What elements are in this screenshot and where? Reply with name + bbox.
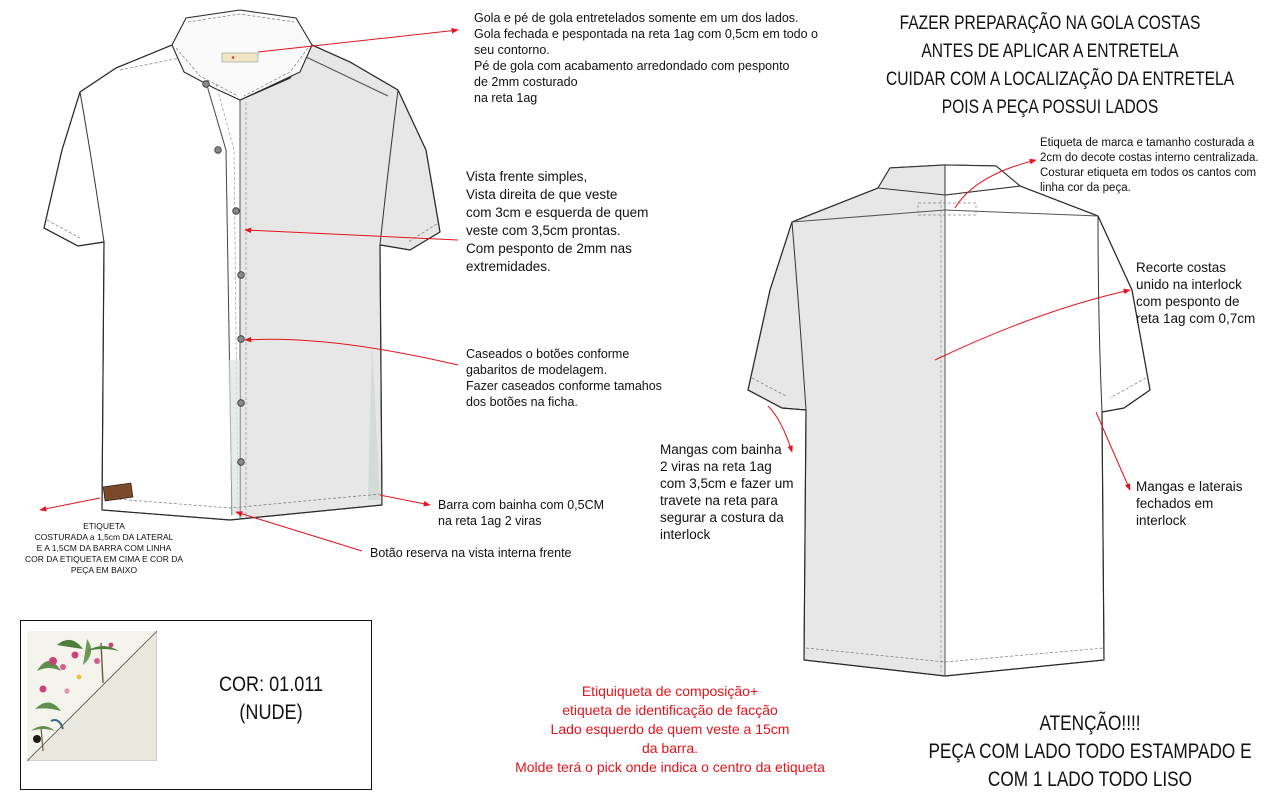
note-spare-button: Botão reserva na vista interna frente	[370, 546, 572, 560]
note-back-seam: Recorte costas unido na interlock com pesponto de reta 1ag com 0,7cm	[1136, 260, 1256, 326]
back-shirt	[748, 165, 1150, 676]
note-sides: Mangas e laterais fechados em interlock	[1136, 479, 1243, 528]
note-buttonholes: Caseados o botões conforme gabaritos de modelagem. Fazer caseados conforme tamahos dos botões na ficha.	[466, 347, 662, 409]
note-side-label: ETIQUETA COSTURADA a 1,5cm DA LATERAL E A 1,5CM DA BARRA COM LINHA COR DA ETIQUETA EM CIMA E COR DA PEÇA EM BAIXO	[24, 521, 184, 575]
heading-collar-prep: FAZER PREPARAÇÃO NA GOLA COSTAS ANTES DE APLICAR A ENTRETELA CUIDAR COM A LOCALIZAÇÃO DA ENTRETELA POIS A PEÇA POSSUI LADOS	[886, 13, 1235, 118]
note-hem: Barra com bainha com 0,5CM na reta 1ag 2 viras	[438, 498, 605, 528]
note-placket: Vista frente simples, Vista direita de que veste com 3cm e esquerda de quem veste com 3,5cm prontas. Com pesponto de 2mm nas extremidades.	[466, 169, 649, 274]
heading-attention: ATENÇÃO!!!! PEÇA COM LADO TODO ESTAMPADO E COM 1 LADO TODO LISO	[928, 712, 1252, 791]
note-brand-label: Etiqueta de marca e tamanho costurada a 2cm do decote costas interno centralizada. Costurar etiqueta em todos os cantos com linha cor da peça.	[1040, 137, 1259, 194]
collar-brand-label	[222, 53, 258, 62]
note-collar: Gola e pé de gola entretelados somente em um dos lados. Gola fechada e pespontada na reta 1ag com 0,5cm em todo o seu contorno. Pé de gola com acabamento arredondado com pesponto de 2mm costurado na reta 1ag	[474, 11, 818, 105]
color-code-label: COR: 01.011 (NUDE)	[218, 673, 324, 724]
fabric-swatch	[27, 631, 157, 761]
note-sleeve-hem: Mangas com bainha 2 viras na reta 1ag com 3,5cm e fazer um travete na reta para segurar a costura da interlock	[660, 442, 794, 542]
color-swatch-box	[20, 620, 372, 790]
note-composition-label: Etiquiqueta de composição+ etiqueta de identificação de facção Lado esquerdo de quem veste a 15cm da barra. Molde terá o pick onde indica o centro da etiqueta	[515, 683, 825, 775]
front-shirt	[44, 10, 440, 520]
